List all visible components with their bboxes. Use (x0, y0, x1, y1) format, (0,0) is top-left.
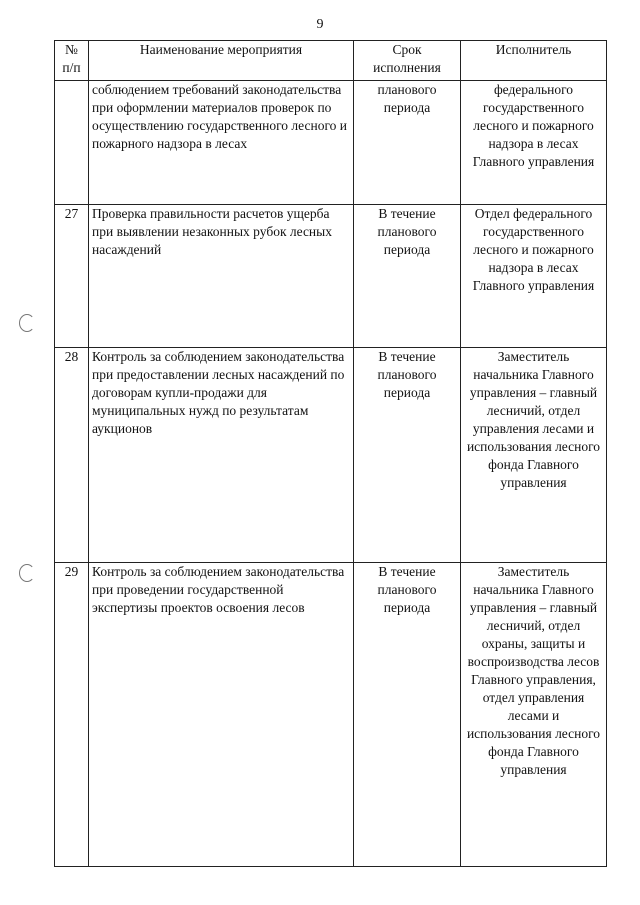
row-deadline: В течение планового периода (354, 205, 461, 348)
row-deadline: В течение планового периода (354, 563, 461, 867)
table-row (55, 205, 607, 348)
row-executor: Отдел федерального государственного лесного и пожарного надзора в лесах Главного управления (461, 205, 607, 348)
table-row (55, 563, 607, 867)
row-deadline: планового периода (354, 81, 461, 205)
table-row (55, 348, 607, 563)
binder-hole-mark (19, 314, 35, 332)
page-number: 9 (316, 17, 324, 32)
table-row (55, 81, 607, 205)
row-number: 29 (55, 563, 89, 867)
row-event-name: Проверка правильности расчетов ущерба при выявлении незаконных рубок лесных насаждений (89, 205, 354, 348)
header-number: № п/п (55, 41, 89, 81)
row-number: 28 (55, 348, 89, 563)
events-table (54, 40, 607, 867)
row-event-name: Контроль за соблюдением законодательства при предоставлении лесных насаждений по договорам купли-продажи для муниципальных нужд по результатам аукционов (89, 348, 354, 563)
row-number: 27 (55, 205, 89, 348)
header-executor: Исполнитель (461, 41, 607, 81)
row-event-name: соблюдением требований законодательства при оформлении материалов проверок по осуществлению государственного лесного и пожарного надзора в лесах (89, 81, 354, 205)
row-executor: федерального государственного лесного и пожарного надзора в лесах Главного управления (461, 81, 607, 205)
binder-hole-mark (19, 564, 35, 582)
row-deadline: В течение планового периода (354, 348, 461, 563)
header-deadline: Срок исполнения (354, 41, 461, 81)
row-executor: Заместитель начальника Главного управления – главный лесничий, отдел управления лесами и использования лесного фонда Главного управления (461, 348, 607, 563)
row-executor: Заместитель начальника Главного управления – главный лесничий, отдел охраны, защиты и воспроизводства лесов Главного управления, отдел управления лесами и использования лесного фонда Главного управления (461, 563, 607, 867)
row-event-name: Контроль за соблюдением законодательства при проведении государственной экспертизы проектов освоения лесов (89, 563, 354, 867)
header-event-name: Наименование мероприятия (89, 41, 354, 81)
row-number (55, 81, 89, 205)
table-header-row (55, 41, 607, 81)
